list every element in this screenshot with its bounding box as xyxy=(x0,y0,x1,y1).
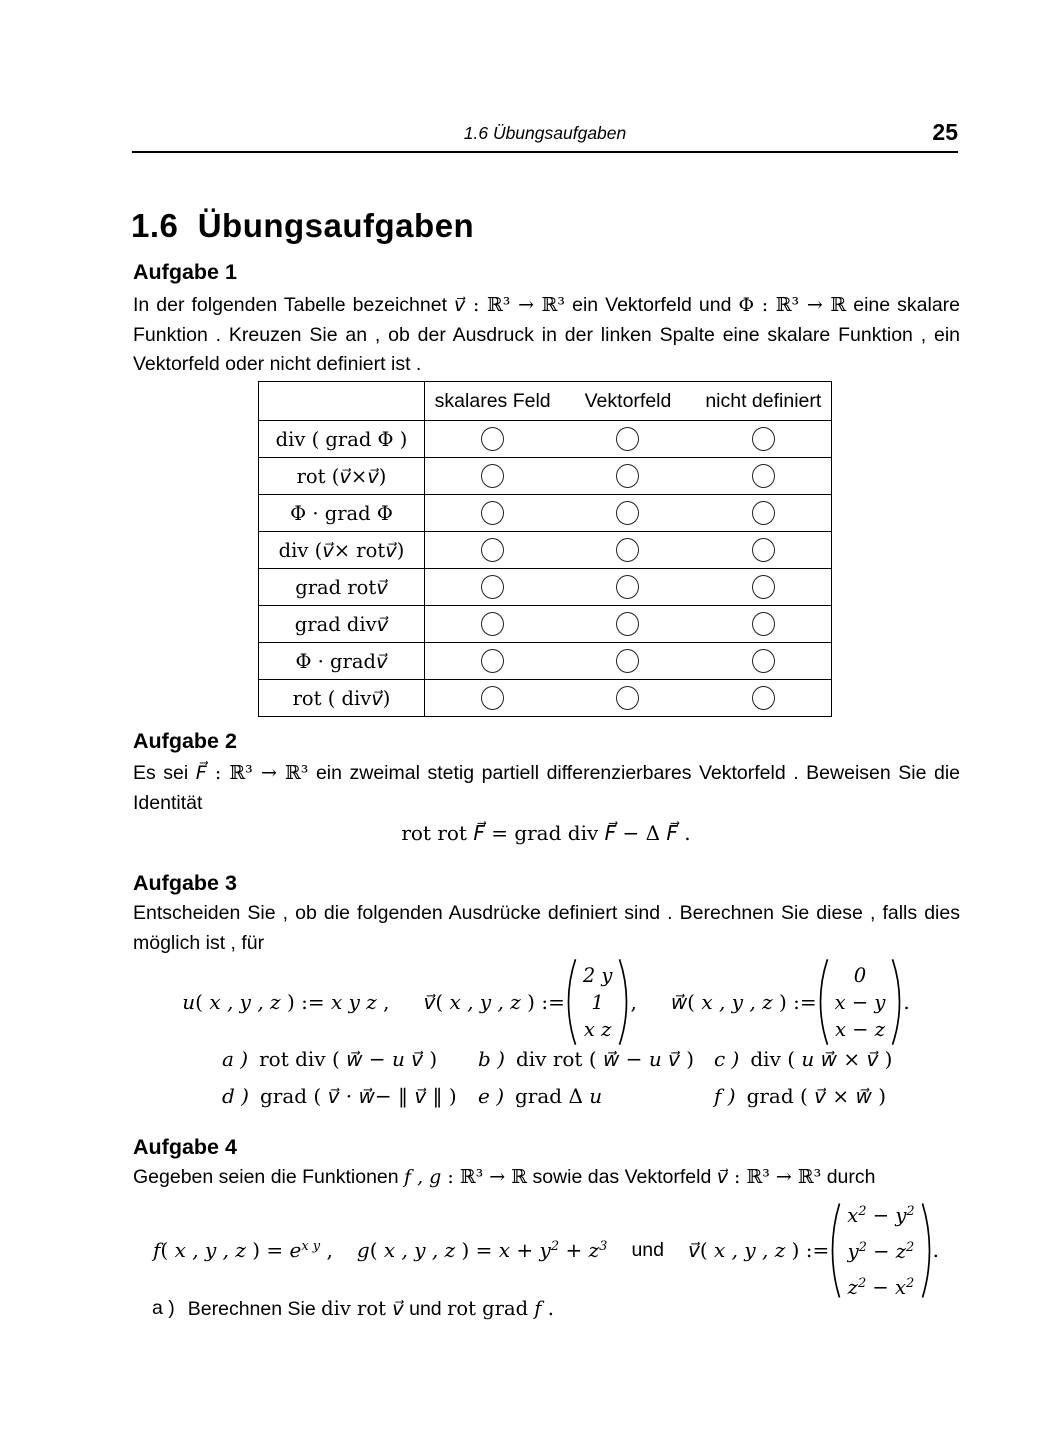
vector-entry: $x^2 - y^2$ xyxy=(847,1204,915,1227)
table-row xyxy=(259,642,831,679)
table-row-label: grad div v⃗ xyxy=(259,606,425,642)
table-row-label: div ( v⃗ × rot v⃗ ) xyxy=(259,532,425,568)
v-definition-label: v⃗( x , y , z ) := xyxy=(687,1237,830,1262)
vector-entry: x − z xyxy=(834,1017,885,1041)
vector-entry: 2 y xyxy=(582,963,613,987)
end-period: . xyxy=(932,1238,939,1262)
radio-circle[interactable] xyxy=(752,612,775,636)
radio-circle[interactable] xyxy=(752,501,775,525)
radio-circle[interactable] xyxy=(616,427,639,451)
radio-circle[interactable] xyxy=(481,501,504,525)
item-label: e ) xyxy=(478,1084,504,1108)
item-label: c ) xyxy=(714,1047,740,1071)
radio-circle[interactable] xyxy=(481,538,504,562)
item-label: a ) xyxy=(152,1297,175,1319)
radio-cell xyxy=(696,495,831,531)
item-d xyxy=(222,1084,478,1109)
radio-circle[interactable] xyxy=(481,464,504,488)
item-expression: grad ( v⃗ × w⃗ ) xyxy=(746,1084,887,1108)
radio-cell xyxy=(560,421,695,457)
table-row-label: div ( grad Φ ) xyxy=(259,421,425,457)
v-definition xyxy=(424,958,637,1046)
item-expression: div ( u w⃗ × v⃗ ) xyxy=(750,1047,893,1071)
vector-entry: 0 xyxy=(853,963,867,987)
item-expression: grad Δ u xyxy=(515,1084,603,1108)
f-definition: f( x , y , z ) = $e^{x y}$ , xyxy=(153,1237,333,1262)
radio-circle[interactable] xyxy=(481,612,504,636)
table-row-label: Φ · grad Φ xyxy=(259,495,425,531)
item-label: f ) xyxy=(714,1084,736,1108)
table-row-label: Φ · grad v⃗ xyxy=(259,643,425,679)
radio-cell xyxy=(696,458,831,494)
item-expression: grad ( v⃗ · w⃗− ‖ v⃗ ‖ ) xyxy=(259,1084,457,1108)
left-paren-icon xyxy=(819,958,829,1046)
running-header-title: 1.6 Übungsaufgaben xyxy=(463,123,627,143)
radio-circle[interactable] xyxy=(481,649,504,673)
aufgabe3-definitions xyxy=(133,952,959,1052)
item-text: Berechnen Sie div rot v⃗ und rot grad f . xyxy=(187,1297,554,1320)
radio-cell xyxy=(425,532,560,568)
item-a xyxy=(222,1047,478,1072)
table-row xyxy=(259,420,831,457)
aufgabe3-intro: Entscheiden Sie , ob die folgenden Ausdrücke definiert sind . Berechnen Sie diese , falls dies möglich ist , für xyxy=(133,902,960,954)
item-c xyxy=(714,1047,892,1072)
item-label: b ) xyxy=(478,1047,505,1071)
v-definition xyxy=(688,1202,939,1299)
radio-cell xyxy=(560,643,695,679)
v-column-vector xyxy=(567,958,629,1046)
radio-circle[interactable] xyxy=(481,427,504,451)
conjunction-und: und xyxy=(631,1238,664,1261)
radio-circle[interactable] xyxy=(616,501,639,525)
radio-circle[interactable] xyxy=(752,686,775,710)
table-header-nicht-definiert: nicht definiert xyxy=(705,389,822,412)
radio-cell xyxy=(560,680,695,716)
table-row xyxy=(259,568,831,605)
aufgabe2-formula: rot rot F⃗ = grad div F⃗ − Δ F⃗ . xyxy=(401,821,691,845)
aufgabe4-item-a xyxy=(152,1297,554,1321)
w-definition-label: w⃗( x , y , z ) := xyxy=(670,989,817,1014)
radio-cell xyxy=(696,680,831,716)
radio-cell xyxy=(696,643,831,679)
separator-comma: , xyxy=(630,990,637,1014)
item-e xyxy=(478,1084,714,1109)
radio-circle[interactable] xyxy=(616,649,639,673)
vector-entry: $y^2 - z^2$ xyxy=(847,1240,915,1263)
item-label: d ) xyxy=(222,1084,249,1108)
radio-circle[interactable] xyxy=(752,464,775,488)
radio-cell xyxy=(560,532,695,568)
radio-cell xyxy=(560,606,695,642)
table-row xyxy=(259,494,831,531)
aufgabe4-intro: Gegeben seien die Funktionen f , g : ℝ³ → ℝ sowie das Vektorfeld v⃗ : ℝ³ → ℝ³ durch xyxy=(133,1166,876,1188)
section-title: 1.6 Übungsaufgaben xyxy=(131,207,475,244)
aufgabe1-table xyxy=(258,381,832,717)
radio-circle[interactable] xyxy=(481,575,504,599)
page-number: 25 xyxy=(932,119,958,145)
u-definition: u( x , y , z ) := x y z , xyxy=(182,989,390,1014)
radio-cell xyxy=(560,495,695,531)
table-row xyxy=(259,605,831,642)
item-f xyxy=(714,1084,892,1109)
right-paren-icon xyxy=(891,958,901,1046)
radio-cell xyxy=(560,569,695,605)
w-column-vector xyxy=(819,958,902,1046)
radio-circle[interactable] xyxy=(616,612,639,636)
item-expression: rot div ( w⃗ − u v⃗ ) xyxy=(259,1047,438,1071)
table-header-skalares-feld: skalares Feld xyxy=(434,389,551,412)
item-expression: div rot ( w⃗ − u v⃗ ) xyxy=(515,1047,695,1071)
table-header-vektorfeld: Vektorfeld xyxy=(584,389,672,412)
v-definition-label: v⃗( x , y , z ) := xyxy=(423,989,565,1014)
aufgabe1-heading: Aufgabe 1 xyxy=(133,260,237,284)
radio-cell xyxy=(696,421,831,457)
vector-entries xyxy=(829,958,892,1046)
vector-entry: $z^2 - x^2$ xyxy=(847,1276,915,1299)
end-period: . xyxy=(903,990,910,1014)
radio-cell xyxy=(425,458,560,494)
radio-cell xyxy=(425,421,560,457)
vector-entry: x z xyxy=(583,1017,612,1041)
table-row xyxy=(259,531,831,568)
radio-cell xyxy=(425,680,560,716)
table-row-label: rot ( div v⃗ ) xyxy=(259,680,425,716)
radio-cell xyxy=(696,569,831,605)
radio-cell xyxy=(560,458,695,494)
running-header xyxy=(132,110,958,153)
item-label: a ) xyxy=(222,1047,249,1071)
radio-circle[interactable] xyxy=(752,538,775,562)
table-row xyxy=(259,457,831,494)
right-paren-icon xyxy=(921,1202,931,1299)
aufgabe4-definitions xyxy=(133,1198,959,1302)
left-paren-icon xyxy=(831,1202,841,1299)
radio-circle[interactable] xyxy=(481,686,504,710)
vector-entry: x − y xyxy=(834,990,886,1014)
vector-entry: 1 xyxy=(591,990,604,1014)
radio-circle[interactable] xyxy=(616,575,639,599)
radio-cell xyxy=(696,532,831,568)
radio-circle[interactable] xyxy=(616,538,639,562)
radio-cell xyxy=(425,495,560,531)
radio-circle[interactable] xyxy=(616,686,639,710)
radio-circle[interactable] xyxy=(752,575,775,599)
radio-circle[interactable] xyxy=(616,464,639,488)
aufgabe3-heading: Aufgabe 3 xyxy=(133,871,237,895)
radio-cell xyxy=(696,606,831,642)
radio-circle[interactable] xyxy=(752,649,775,673)
table-header-row xyxy=(259,382,831,420)
radio-circle[interactable] xyxy=(752,427,775,451)
aufgabe3-items xyxy=(222,1047,892,1109)
item-b xyxy=(478,1047,714,1072)
aufgabe2-heading: Aufgabe 2 xyxy=(133,729,237,753)
aufgabe1-intro: In der folgenden Tabelle bezeichnet v⃗ : ℝ³ → ℝ³ ein Vektorfeld und Φ : ℝ³ → ℝ eine skalare Funktion . Kreuzen Sie an , ob der Ausdruck in der linken Spalte eine skalare Funktion , ein Vektorfeld oder nicht definiert ist . xyxy=(133,294,960,375)
table-row-label: grad rot v⃗ xyxy=(259,569,425,605)
table-header-empty-cell xyxy=(259,382,425,420)
g-definition: g( x , y , z ) = $x + y^2 + z^3$ xyxy=(356,1237,608,1262)
vector-entries xyxy=(577,958,619,1046)
radio-cell xyxy=(425,606,560,642)
table-row xyxy=(259,679,831,716)
radio-cell xyxy=(425,643,560,679)
v-column-vector xyxy=(831,1202,930,1299)
right-paren-icon xyxy=(618,958,628,1046)
aufgabe2-intro: Es sei F⃗ : ℝ³ → ℝ³ ein zweimal stetig partiell differenzierbares Vektorfeld . Beweisen Sie die Identität xyxy=(133,762,960,814)
vector-entries xyxy=(841,1202,920,1299)
left-paren-icon xyxy=(567,958,577,1046)
table-row-label: rot ( v⃗ × v⃗ ) xyxy=(259,458,425,494)
radio-cell xyxy=(425,569,560,605)
w-definition xyxy=(671,958,910,1046)
aufgabe4-heading: Aufgabe 4 xyxy=(133,1135,237,1159)
